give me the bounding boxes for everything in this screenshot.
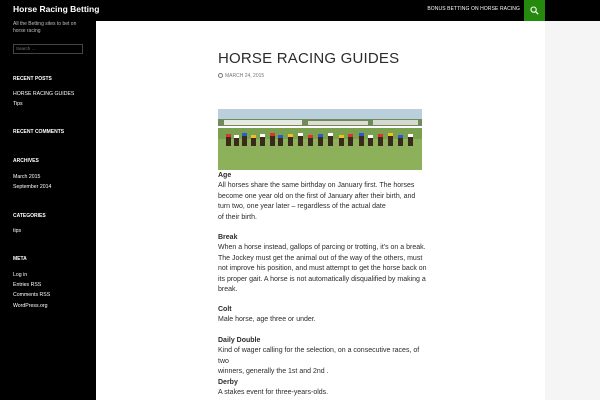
glossary-term	[218, 171, 428, 223]
site-tagline: All the Betting sites to bet on horse racing	[13, 21, 77, 34]
definition-line: When a horse instead, gallops of parcing or trotting, it's on a break.	[218, 244, 426, 252]
post-date-text: MARCH 24, 2015	[225, 73, 265, 79]
right-margin	[545, 21, 600, 400]
term-colt: Colt	[218, 306, 232, 313]
definition-line: A stakes event for three-years-olds.	[218, 389, 329, 397]
glossary-term	[218, 305, 428, 326]
clock-icon	[218, 73, 223, 78]
definition-line: of their birth.	[218, 213, 257, 221]
definition-line: All horses share the same birthday on January first. The horses	[218, 182, 415, 190]
meta-link-wordpress[interactable]: WordPress.org	[13, 303, 48, 309]
archive-link[interactable]: September 2014	[13, 184, 52, 190]
widget-title-recent-comments: RECENT COMMENTS	[13, 129, 65, 135]
post-title: HORSE RACING GUIDES	[218, 50, 400, 67]
definition-line: turn two, one year later – regardless of the actual date	[218, 203, 386, 211]
definition-line: winners, generally the 1st and 2nd .	[218, 368, 329, 376]
definition-line: become one year old on the first of January after their birth, and	[218, 192, 416, 200]
definition-line: its proper gait. A horse is not automatically disqualified by making a	[218, 275, 426, 283]
widget-title-archives: ARCHIVES	[13, 158, 39, 164]
meta-link-login[interactable]: Log in	[13, 272, 28, 278]
search-icon	[530, 6, 539, 15]
glossary-term	[218, 378, 428, 399]
recent-post-link[interactable]: HORSE RACING GUIDES	[13, 91, 75, 97]
term-break: Break	[218, 234, 238, 241]
main-content	[96, 21, 545, 400]
term-daily-double: Daily Double	[218, 337, 261, 344]
definition-line: Male horse, age three or under.	[218, 316, 316, 324]
widget-title-categories: CATEGORIES	[13, 213, 46, 219]
recent-post-link[interactable]: Tips	[13, 101, 23, 107]
search-toggle-button[interactable]	[524, 0, 545, 21]
widget-title-meta: META	[13, 256, 27, 262]
category-link[interactable]: tips	[13, 228, 22, 234]
definition-line: not improve his position, and must attempt to get the horse back on	[218, 265, 427, 273]
definition-line: Kind of wager calling for the selection, on a consecutive races, of two	[218, 347, 420, 365]
post-date[interactable]	[218, 73, 264, 79]
horse-race-photo	[218, 109, 422, 170]
meta-link-comments-rss[interactable]: Comments RSS	[13, 292, 51, 298]
nav-item-bonus-betting[interactable]: BONUS BETTING ON HORSE RACING	[427, 6, 520, 12]
meta-link-entries-rss[interactable]: Entries RSS	[13, 282, 42, 288]
widget-title-recent-posts: RECENT POSTS	[13, 76, 52, 82]
definition-line: break.	[218, 286, 238, 294]
horse-race-image	[218, 109, 422, 170]
term-age: Age	[218, 172, 232, 179]
top-header-bar	[0, 0, 600, 21]
sidebar-search-input[interactable]: Search …	[13, 44, 83, 54]
sidebar	[0, 21, 96, 400]
site-title[interactable]: Horse Racing Betting	[13, 4, 100, 14]
glossary-term	[218, 336, 428, 378]
term-derby: Derby	[218, 379, 238, 386]
archive-link[interactable]: March 2015	[13, 174, 41, 180]
definition-line: The Jockey must get the animal out of the way of the others, must	[218, 254, 423, 262]
glossary-term	[218, 233, 428, 295]
